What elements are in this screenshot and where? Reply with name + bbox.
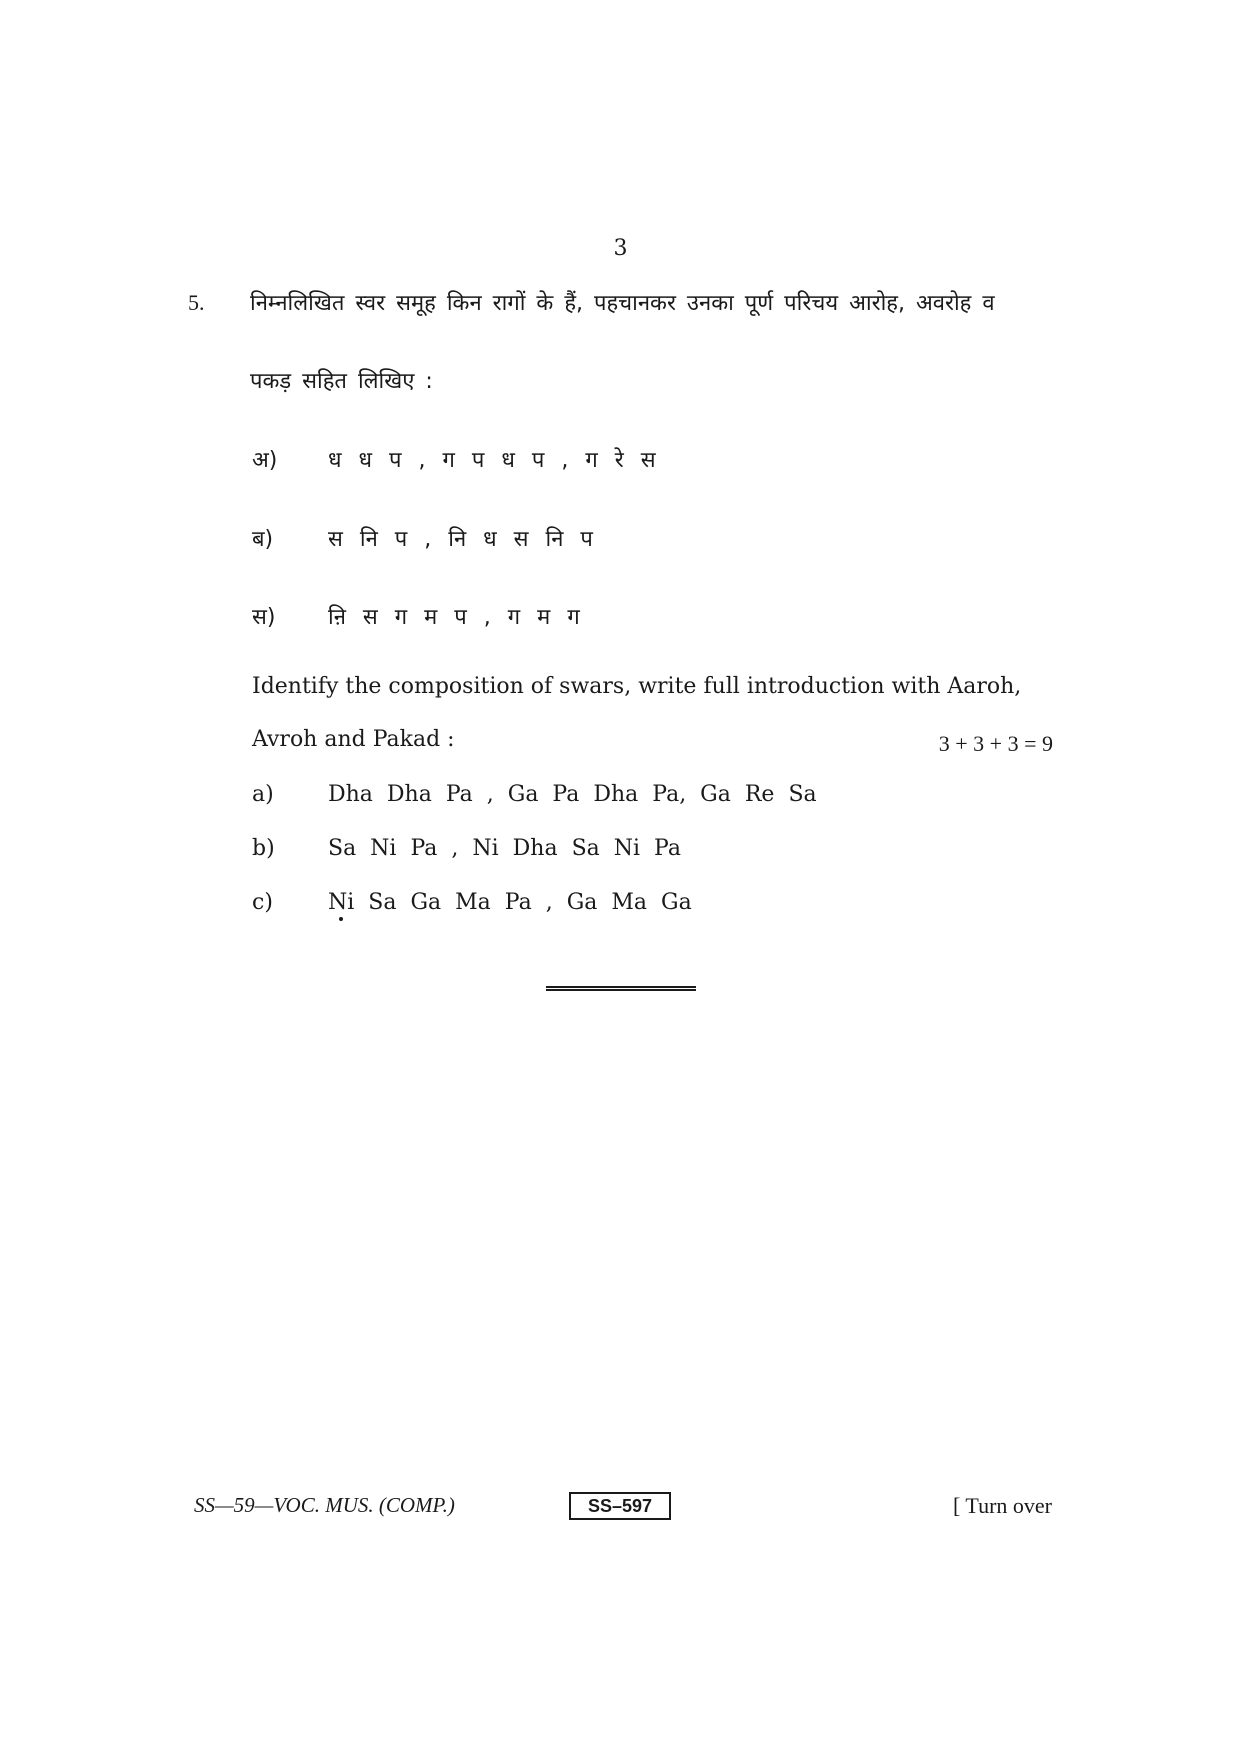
english-option-notes: Sa Ni Pa , Ni Dha Sa Ni Pa [328,836,681,861]
hindi-option-notes [328,601,585,631]
question-english-line-1: Identify the composition of swars, write full introduction with Aaroh, [252,674,1022,699]
footer-box-code: SS–597 [569,1492,671,1520]
lower-octave-note: Ni [328,890,355,915]
english-option-label: b) [252,836,275,861]
question-hindi-line-2: पकड़ सहित लिखिए : [250,369,433,394]
english-option-notes-rest: Sa Ga Ma Pa , Ga Ma Ga [354,890,692,915]
hindi-option-label: स) [252,605,276,630]
hindi-option-notes: स नि प , नि ध स नि प [328,527,598,552]
english-option-notes: Dha Dha Pa , Ga Pa Dha Pa, Ga Re Sa [328,782,817,807]
end-of-paper-rule [546,986,696,991]
marks-allocation: 3 + 3 + 3 = 9 [938,731,1053,756]
question-hindi-line-1: निम्नलिखित स्वर समूह किन रागों के हैं, पहचानकर उनका पूर्ण परिचय आरोह, अवरोह व [250,291,995,316]
english-option-label: c) [252,890,273,915]
page-number: 3 [613,236,628,261]
english-option-label: a) [252,782,274,807]
hindi-option-label: ब) [252,527,274,552]
hindi-lower-octave-note: ऩि [328,605,351,630]
footer-paper-code: SS—59—VOC. MUS. (COMP.) [194,1493,455,1517]
hindi-option-label: अ) [252,448,278,473]
hindi-option-notes: ध ध प , ग प ध प , ग रे स [328,448,661,473]
question-english-line-2: Avroh and Pakad : [252,727,455,752]
english-option-notes [328,890,692,915]
question-number: 5. [188,290,205,315]
footer-turn-over: [ Turn over [952,1493,1052,1518]
hindi-option-notes-rest: स ग म प , ग म ग [350,605,585,630]
